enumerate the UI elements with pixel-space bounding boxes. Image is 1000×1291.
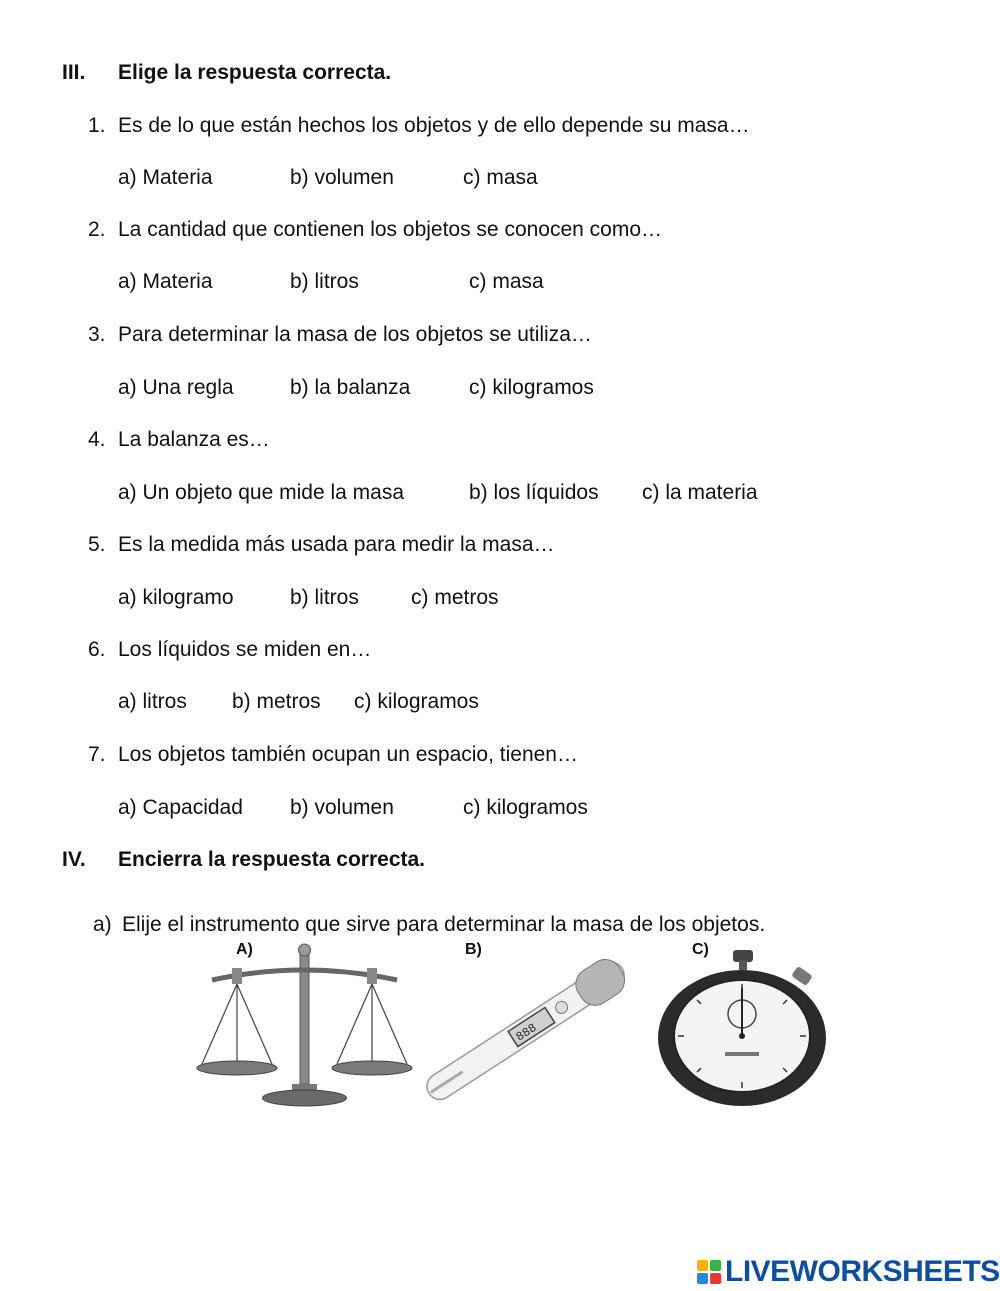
question-2-option-b[interactable]: b) litros [290,270,359,293]
logo-square-green [710,1260,721,1271]
question-3-option-c[interactable]: c) kilogramos [469,376,594,399]
question-3-option-b[interactable]: b) la balanza [290,376,411,399]
logo-text: LIVEWORKSHEETS [725,1255,1000,1288]
question-5-option-b[interactable]: b) litros [290,586,359,609]
image-a-label: A) [236,941,253,958]
question-5-text: Es la medida más usada para medir la masa… [118,533,555,556]
question-2-text: La cantidad que contienen los objetos se conocen como… [118,218,663,241]
question-1-text: Es de lo que están hechos los objetos y de ello depende su masa… [118,114,750,137]
question-6-option-b[interactable]: b) metros [232,690,321,713]
question-4-option-c[interactable]: c) la materia [642,481,758,504]
question-7-option-b[interactable]: b) volumen [290,796,394,819]
question-3-number: 3. [88,323,106,346]
image-c-label: C) [692,941,709,958]
balance-scale-icon[interactable] [192,940,422,1110]
question-1-option-b[interactable]: b) volumen [290,166,394,189]
svg-text:888: 888 [513,1020,540,1045]
question-4-option-a[interactable]: a) Un objeto que mide la masa [118,481,404,504]
question-2-option-c[interactable]: c) masa [469,270,544,293]
question-6-number: 6. [88,638,106,661]
logo-square-red [710,1273,721,1284]
question-4-number: 4. [88,428,106,451]
question-7-number: 7. [88,743,106,766]
question-2-number: 2. [88,218,106,241]
question-6-option-a[interactable]: a) litros [118,690,187,713]
question-5-option-a[interactable]: a) kilogramo [118,586,234,609]
logo-square-blue [697,1273,708,1284]
question-4-text: La balanza es… [118,428,270,451]
stopwatch-icon[interactable] [655,948,830,1108]
question-5-option-c[interactable]: c) metros [411,586,499,609]
section-3-title: Elige la respuesta correcta. [118,61,392,84]
section-4-item-text: Elije el instrumento que sirve para determinar la masa de los objetos. [122,913,766,936]
section-4-title: Encierra la respuesta correcta. [118,848,426,871]
question-1-number: 1. [88,114,106,137]
liveworksheets-logo [697,1255,1000,1289]
section-4-item-letter: a) [93,913,112,936]
section-4-numeral: IV. [62,848,86,871]
question-3-text: Para determinar la masa de los objetos se utiliza… [118,323,592,346]
question-7-option-a[interactable]: a) Capacidad [118,796,243,819]
section-3-numeral: III. [62,61,86,84]
question-4-option-b[interactable]: b) los líquidos [469,481,599,504]
logo-square-yellow [697,1260,708,1271]
question-3-option-a[interactable]: a) Una regla [118,376,234,399]
question-1-option-a[interactable]: a) Materia [118,166,213,189]
question-7-option-c[interactable]: c) kilogramos [463,796,588,819]
thermometer-icon[interactable] [420,950,630,1110]
question-6-option-c[interactable]: c) kilogramos [354,690,479,713]
question-1-option-c[interactable]: c) masa [463,166,538,189]
image-b-label: B) [465,941,482,958]
question-5-number: 5. [88,533,106,556]
logo-mark-icon [697,1260,721,1284]
question-7-text: Los objetos también ocupan un espacio, tienen… [118,743,578,766]
question-2-option-a[interactable]: a) Materia [118,270,213,293]
question-6-text: Los líquidos se miden en… [118,638,372,661]
